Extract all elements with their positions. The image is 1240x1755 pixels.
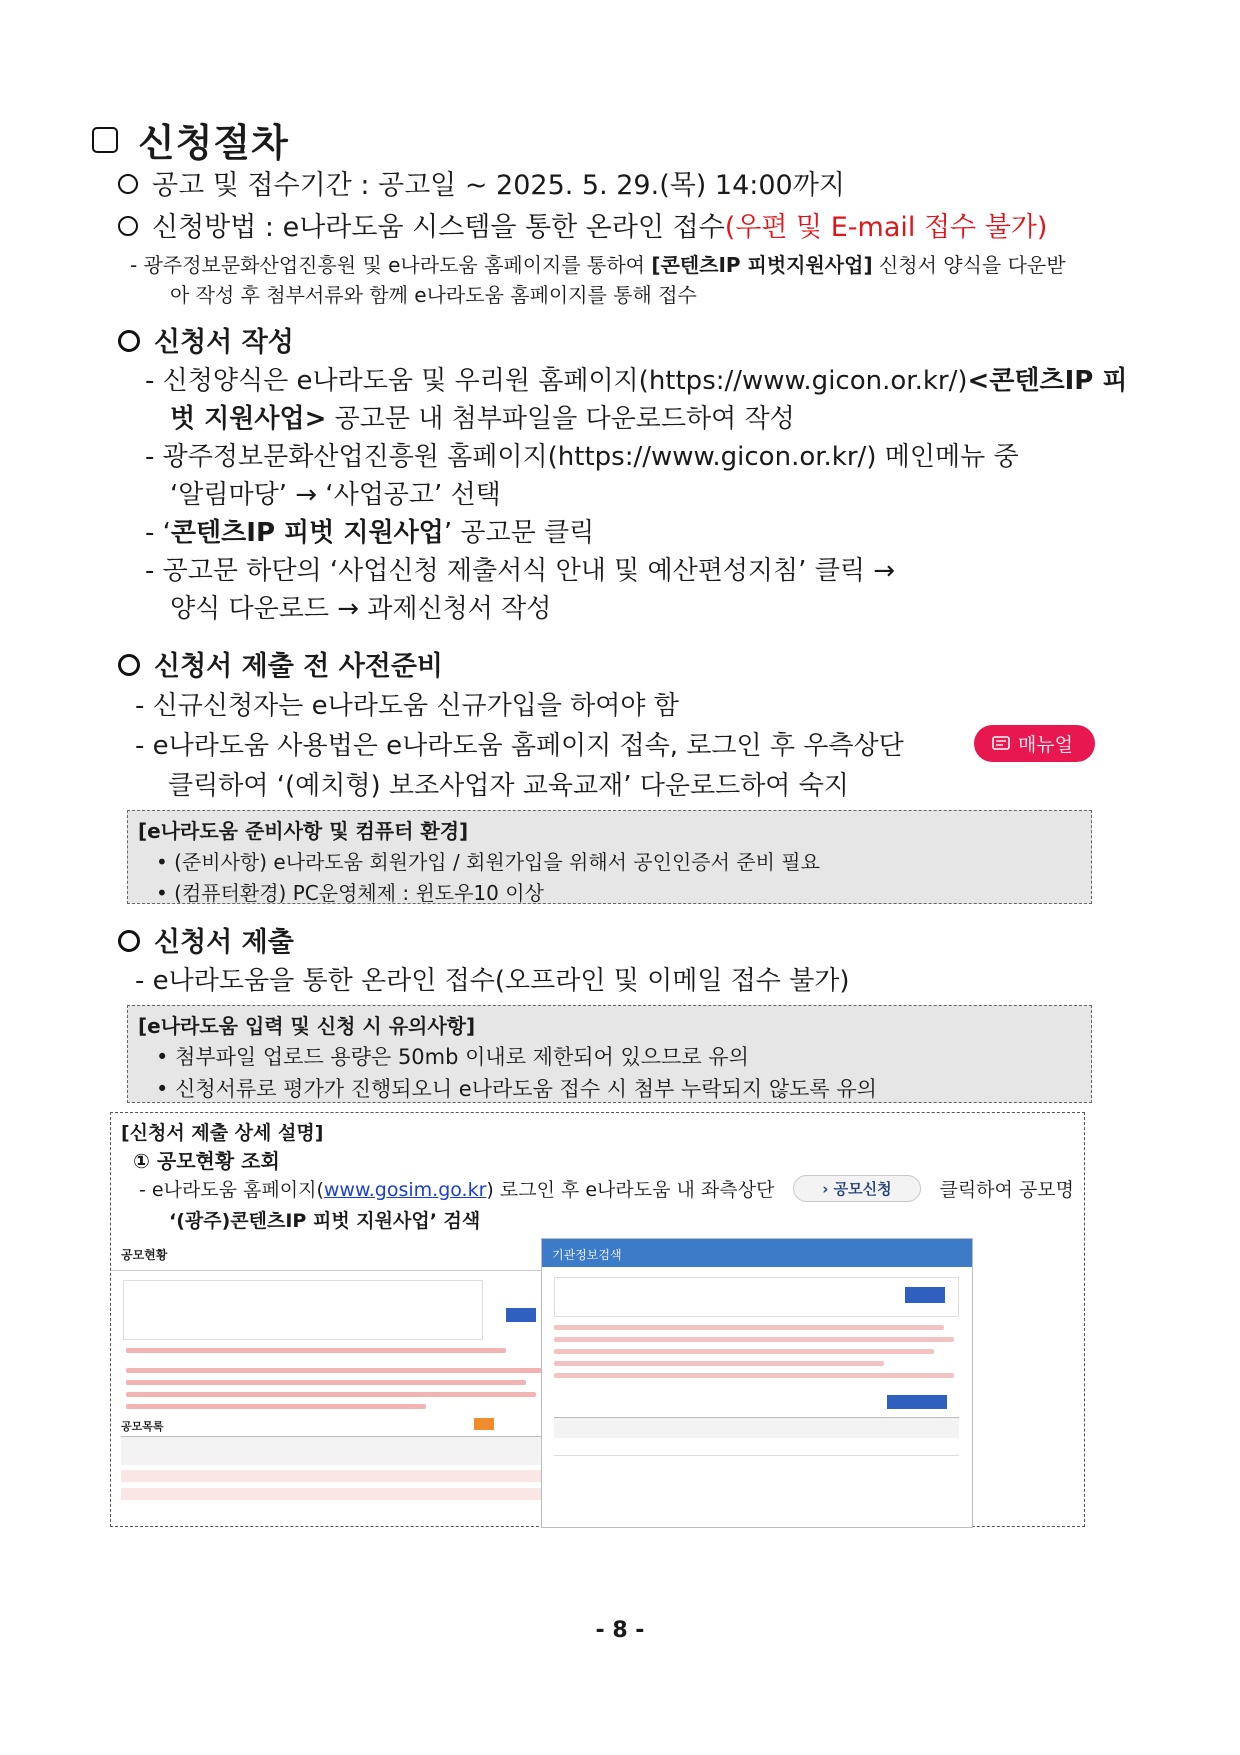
manual-button[interactable]: 매뉴얼	[974, 725, 1095, 762]
write-heading: 신청서 작성	[118, 320, 294, 359]
apply-button[interactable]: › 공모신청	[793, 1175, 920, 1202]
circle-bullet-icon	[118, 330, 140, 352]
write-line-2: 벗 지원사업> 공고문 내 첨부파일을 다운로드하여 작성	[170, 404, 795, 434]
shot1-title: 공모현황	[121, 1248, 168, 1262]
checkbox-square-icon	[92, 127, 118, 153]
method-detail-1: - 광주정보문화산업진흥원 및 e나라도움 홈페이지를 통하여 [콘텐츠IP 피벗지원사업] 신청서 양식을 다운받	[130, 253, 1066, 277]
prep-box-title: [e나라도움 준비사항 및 컴퓨터 환경]	[138, 819, 469, 843]
detail-step: ① 공모현황 조회	[133, 1149, 280, 1173]
screenshot-org-search	[541, 1238, 973, 1528]
detail-line-1: - e나라도움 홈페이지(www.gosim.go.kr) 로그인 후 e나라도움 내 좌측상단 › 공모신청 클릭하여 공모명	[139, 1175, 1074, 1202]
circle-bullet-icon	[118, 930, 140, 952]
prep-line-2: - e나라도움 사용법은 e나라도움 홈페이지 접속, 로그인 후 우측상단 매뉴얼	[135, 725, 1095, 762]
submit-line-1: - e나라도움을 통한 온라인 접수(오프라인 및 이메일 접수 불가)	[135, 966, 850, 996]
method-note: (우편 및 E-mail 접수 불가)	[724, 212, 1048, 243]
document-icon	[992, 736, 1010, 752]
circle-bullet-icon	[118, 654, 140, 676]
prep-box-item: • (준비사항) e나라도움 회원가입 / 회원가입을 위해서 공인인증서 준비 필요	[156, 850, 820, 874]
circle-bullet-icon	[118, 216, 138, 236]
submit-box-title: [e나라도움 입력 및 신청 시 유의사항]	[138, 1014, 476, 1038]
submit-info-box	[127, 1005, 1092, 1103]
write-line-3: - 광주정보문화산업진흥원 홈페이지(https://www.gicon.or.kr/) 메인메뉴 중	[145, 442, 1019, 472]
shot1-list-title: 공모목록	[121, 1420, 164, 1433]
write-line-4: ‘알림마당’ → ‘사업공고’ 선택	[170, 480, 501, 510]
screenshot-public-status	[111, 1238, 599, 1526]
method-line: 신청방법 : e나라도움 시스템을 통한 온라인 접수(우편 및 E-mail 접수 불가)	[118, 205, 1047, 244]
submit-box-item: • 신청서류로 평가가 진행되오니 e나라도움 접수 시 첨부 누락되지 않도록 유의	[156, 1077, 877, 1101]
section-heading	[92, 112, 289, 167]
write-line-6: - 공고문 하단의 ‘사업신청 제출서식 안내 및 예산편성지침’ 클릭 →	[145, 556, 895, 586]
detail-title: [신청서 제출 상세 설명]	[121, 1122, 324, 1144]
prep-line-3: 클릭하여 ‘(예치형) 보조사업자 교육교재’ 다운로드하여 숙지	[168, 771, 849, 801]
prep-heading: 신청서 제출 전 사전준비	[118, 644, 443, 683]
submit-box-item: • 첨부파일 업로드 용량은 50mb 이내로 제한되어 있으므로 유의	[156, 1045, 749, 1069]
circle-bullet-icon	[118, 174, 138, 194]
period-line: 공고 및 접수기간 : 공고일 ~ 2025. 5. 29.(목) 14:00까지	[118, 163, 845, 202]
section-title: 신청절차	[138, 121, 289, 165]
shot2-title: 기관정보검색	[552, 1248, 622, 1262]
prep-line-1: - 신규신청자는 e나라도움 신규가입을 하여야 함	[135, 691, 679, 721]
detail-box	[110, 1112, 1085, 1527]
detail-line-2: ‘(광주)콘텐츠IP 피벗 지원사업’ 검색	[169, 1210, 481, 1232]
submit-heading: 신청서 제출	[118, 920, 294, 959]
method-detail-2: 아 작성 후 첨부서류와 함께 e나라도움 홈페이지를 통해 접수	[170, 283, 697, 307]
prep-info-box	[127, 810, 1092, 904]
write-line-5: - ‘콘텐츠IP 피벗 지원사업’ 공고문 클릭	[145, 518, 595, 548]
prep-box-item: • (컴퓨터환경) PC운영체제 : 윈도우10 이상	[156, 881, 544, 905]
write-line-7: 양식 다운로드 → 과제신청서 작성	[170, 594, 552, 624]
write-line-1: - 신청양식은 e나라도움 및 우리원 홈페이지(https://www.gicon.or.kr/) <콘텐츠IP 피	[145, 366, 1128, 396]
page-number: - 8 -	[595, 1618, 645, 1643]
gosim-link[interactable]: www.gosim.go.kr	[323, 1179, 487, 1201]
